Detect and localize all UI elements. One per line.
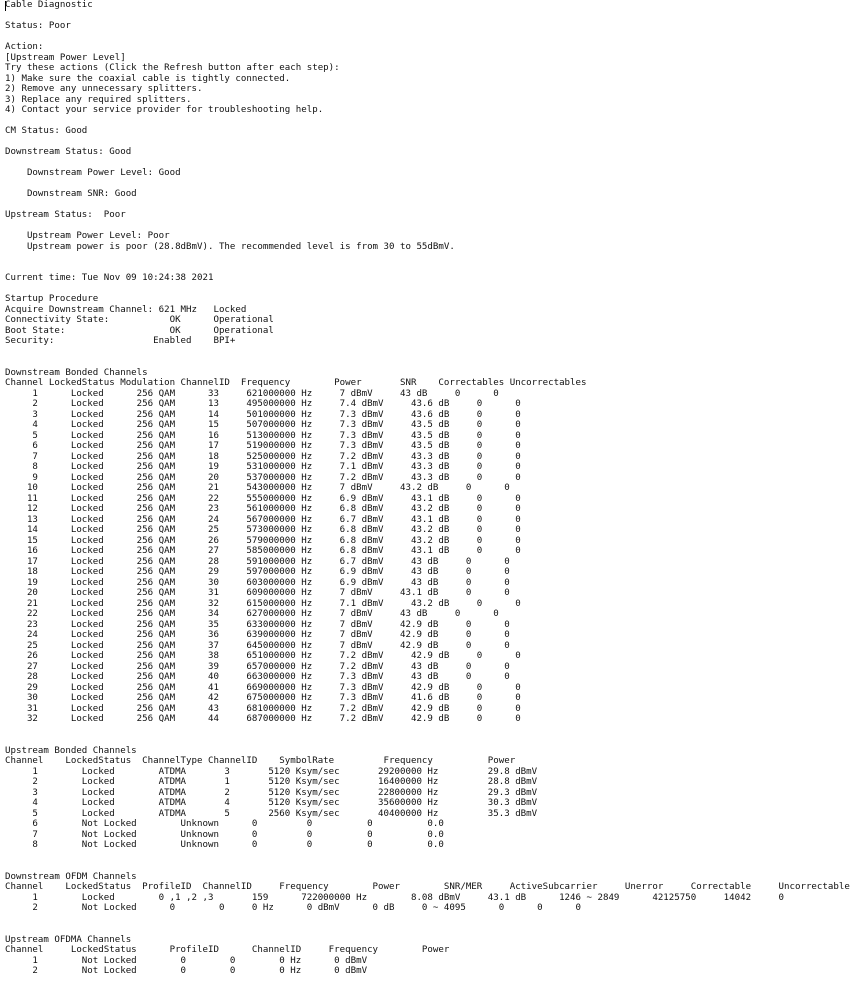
text-line: 22 Locked 256 QAM 34 627000000 Hz 7 dBmV 43 dB 0 0 — [5, 608, 499, 619]
text-line: Security: Enabled BPI+ — [5, 335, 236, 346]
text-line: 6 Locked 256 QAM 17 519000000 Hz 7.3 dBmV 43.5 dB 0 0 — [5, 440, 521, 451]
text-line: 28 Locked 256 QAM 40 663000000 Hz 7.3 dBmV 43 dB 0 0 — [5, 671, 510, 682]
text-line: 10 Locked 256 QAM 21 543000000 Hz 7 dBmV 43.2 dB 0 0 — [5, 482, 510, 493]
text-line: Upstream OFDMA Channels — [5, 933, 132, 945]
text-line: Channel LockedStatus Modulation ChannelID Frequency Power SNR Correctables Uncorrectables — [5, 377, 587, 388]
text-line: 29 Locked 256 QAM 41 669000000 Hz 7.3 dBmV 42.9 dB 0 0 — [5, 681, 521, 693]
text-line: 1 Not Locked 0 0 0 Hz 0 dBmV — [5, 954, 368, 966]
text-line: Downstream SNR: Good — [5, 188, 137, 199]
text-line: 12 Locked 256 QAM 23 561000000 Hz 6.8 dBmV 43.2 dB 0 0 — [5, 503, 521, 514]
text-line: Current time: Tue Nov 09 10:24:38 2021 — [5, 272, 214, 283]
text-line: 5 Locked 256 QAM 16 513000000 Hz 7.3 dBmV 43.5 dB 0 0 — [5, 429, 521, 441]
blank-line — [5, 200, 850, 211]
text-line: 3 Locked ATDMA 2 5120 Ksym/sec 22800000 Hz 29.3 dBmV — [5, 786, 538, 798]
text-line: Downstream Bonded Channels — [5, 366, 148, 378]
text-line: 27 Locked 256 QAM 39 657000000 Hz 7.2 dBmV 43 dB 0 0 — [5, 660, 510, 672]
text-line: Downstream Power Level: Good — [5, 167, 181, 178]
blank-line — [5, 725, 850, 736]
text-line: Acquire Downstream Channel: 621 MHz Locked — [5, 303, 247, 315]
text-line: 19 Locked 256 QAM 30 603000000 Hz 6.9 dBmV 43 dB 0 0 — [5, 576, 510, 588]
text-line: 1 Locked 256 QAM 33 621000000 Hz 7 dBmV 43 dB 0 0 — [5, 387, 499, 399]
text-line: 6 Not Locked Unknown 0 0 0 0.0 — [5, 818, 444, 829]
text-line: 7 Not Locked Unknown 0 0 0 0.0 — [5, 828, 444, 840]
text-line: 2 Locked 256 QAM 13 495000000 Hz 7.4 dBmV 43.6 dB 0 0 — [5, 398, 521, 409]
blank-line — [5, 735, 850, 746]
cable-diagnostic-text — [5, 0, 850, 977]
text-line: [Upstream Power Level] — [5, 51, 126, 63]
text-line: 5 Locked ATDMA 5 2560 Ksym/sec 40400000 Hz 35.3 dBmV — [5, 807, 538, 819]
text-line: 25 Locked 256 QAM 37 645000000 Hz 7 dBmV 42.9 dB 0 0 — [5, 639, 510, 651]
text-line: 32 Locked 256 QAM 44 687000000 Hz 7.2 dBmV 42.9 dB 0 0 — [5, 713, 521, 724]
text-line: 30 Locked 256 QAM 42 675000000 Hz 7.3 dBmV 41.6 dB 0 0 — [5, 692, 521, 703]
text-line: 26 Locked 256 QAM 38 651000000 Hz 7.2 dBmV 42.9 dB 0 0 — [5, 650, 521, 661]
text-line: Try these actions (Click the Refresh button after each step): — [5, 62, 340, 73]
blank-line — [5, 851, 850, 862]
blank-line — [5, 11, 850, 22]
text-line: 2 Not Locked 0 0 0 Hz 0 dBmV — [5, 965, 368, 976]
blank-line — [5, 357, 850, 368]
text-line: Channel LockedStatus ProfileID ChannelID Frequency Power — [5, 944, 450, 955]
blank-line — [5, 914, 850, 925]
text-line: 18 Locked 256 QAM 29 597000000 Hz 6.9 dBmV 43 dB 0 0 — [5, 566, 510, 577]
text-line: Startup Procedure — [5, 293, 99, 304]
text-line: 16 Locked 256 QAM 27 585000000 Hz 6.8 dBmV 43.1 dB 0 0 — [5, 545, 521, 556]
text-line: Boot State: OK Operational — [5, 324, 274, 336]
text-line: Channel LockedStatus ChannelType ChannelID SymbolRate Frequency Power — [5, 755, 516, 766]
text-line: 8 Not Locked Unknown 0 0 0 0.0 — [5, 839, 444, 850]
text-line: 20 Locked 256 QAM 31 609000000 Hz 7 dBmV 43.1 dB 0 0 — [5, 587, 510, 598]
text-line: 4 Locked ATDMA 4 5120 Ksym/sec 35600000 Hz 30.3 dBmV — [5, 797, 538, 808]
text-line: 3) Replace any required splitters. — [5, 93, 192, 105]
text-line: 8 Locked 256 QAM 19 531000000 Hz 7.1 dBmV 43.3 dB 0 0 — [5, 461, 521, 472]
blank-line — [5, 137, 850, 148]
text-line: 4) Contact your service provider for troubleshooting help. — [5, 104, 324, 115]
text-line: 11 Locked 256 QAM 22 555000000 Hz 6.9 dBmV 43.1 dB 0 0 — [5, 492, 521, 504]
text-line: Upstream Power Level: Poor — [5, 230, 170, 241]
blank-line — [5, 861, 850, 872]
text-line: 15 Locked 256 QAM 26 579000000 Hz 6.8 dBmV 43.2 dB 0 0 — [5, 534, 521, 546]
text-line: Downstream OFDM Channels — [5, 870, 137, 882]
blank-line — [5, 32, 850, 43]
text-line: 7 Locked 256 QAM 18 525000000 Hz 7.2 dBmV 43.3 dB 0 0 — [5, 450, 521, 462]
text-line: 17 Locked 256 QAM 28 591000000 Hz 6.7 dBmV 43 dB 0 0 — [5, 555, 510, 567]
blank-line — [5, 252, 850, 263]
text-line: Channel LockedStatus ProfileID ChannelID Frequency Power SNR/MER ActiveSubcarrier Unerror Correctable Uncorrectable — [5, 881, 850, 892]
text-line: 24 Locked 256 QAM 36 639000000 Hz 7 dBmV 42.9 dB 0 0 — [5, 629, 510, 640]
text-line: 2 Not Locked 0 0 0 Hz 0 dBmV 0 dB 0 ~ 4095 0 0 0 — [5, 902, 582, 913]
text-line: 4 Locked 256 QAM 15 507000000 Hz 7.3 dBmV 43.5 dB 0 0 — [5, 419, 521, 430]
text-line: Connectivity State: OK Operational — [5, 314, 274, 325]
text-line: 2 Locked ATDMA 1 5120 Ksym/sec 16400000 Hz 28.8 dBmV — [5, 776, 538, 787]
text-line: 23 Locked 256 QAM 35 633000000 Hz 7 dBmV 42.9 dB 0 0 — [5, 618, 510, 630]
text-line: Cable Diagnostic — [5, 0, 93, 10]
blank-line — [5, 116, 850, 127]
text-line: 2) Remove any unnecessary splitters. — [5, 83, 203, 94]
text-line: CM Status: Good — [5, 125, 88, 136]
text-line: 1 Locked ATDMA 3 5120 Ksym/sec 29200000 Hz 29.8 dBmV — [5, 765, 538, 777]
text-line: Action: — [5, 41, 44, 52]
text-line: 9 Locked 256 QAM 20 537000000 Hz 7.2 dBmV 43.3 dB 0 0 — [5, 471, 521, 483]
text-line: 21 Locked 256 QAM 32 615000000 Hz 7.1 dBmV 43.2 dB 0 0 — [5, 597, 521, 609]
text-line: 1 Locked 0 ,1 ,2 ,3 159 722000000 Hz 8.08 dBmV 43.1 dB 1246 ~ 2849 42125750 14042 0 — [5, 891, 784, 903]
text-line: Status: Poor — [5, 20, 71, 31]
text-line: 31 Locked 256 QAM 43 681000000 Hz 7.2 dBmV 42.9 dB 0 0 — [5, 702, 521, 714]
text-line: 3 Locked 256 QAM 14 501000000 Hz 7.3 dBmV 43.6 dB 0 0 — [5, 408, 521, 420]
text-line: 14 Locked 256 QAM 25 573000000 Hz 6.8 dBmV 43.2 dB 0 0 — [5, 524, 521, 535]
text-line: Upstream power is poor (28.8dBmV). The recommended level is from 30 to 55dBmV. — [5, 240, 455, 252]
blank-line — [5, 284, 850, 295]
text-line: 13 Locked 256 QAM 24 567000000 Hz 6.7 dBmV 43.1 dB 0 0 — [5, 513, 521, 525]
blank-line — [5, 924, 850, 935]
text-line: Downstream Status: Good — [5, 146, 132, 157]
text-line: Upstream Bonded Channels — [5, 744, 137, 756]
text-line: Upstream Status: Poor — [5, 209, 126, 220]
blank-line — [5, 347, 850, 358]
text-line: 1) Make sure the coaxial cable is tightly connected. — [5, 72, 291, 84]
